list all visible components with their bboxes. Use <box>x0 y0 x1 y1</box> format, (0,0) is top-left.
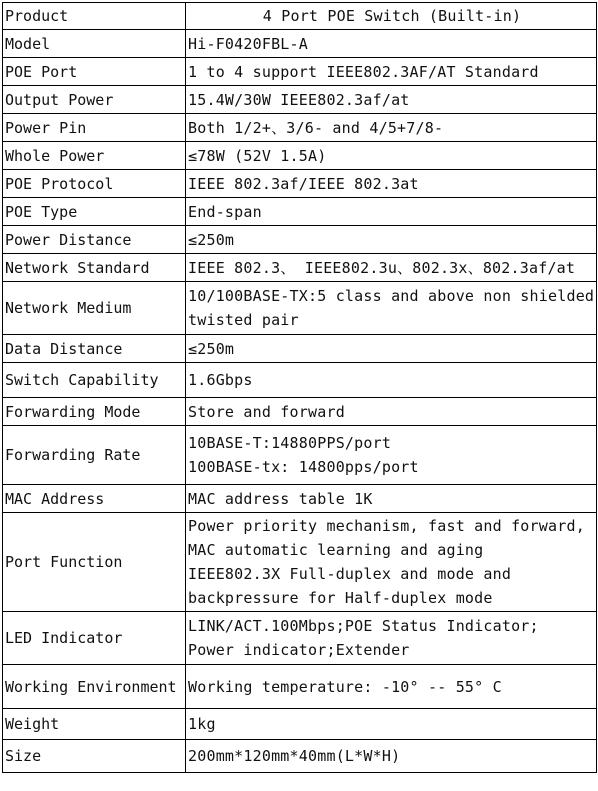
spec-table <box>2 2 597 773</box>
spec-row <box>3 398 597 426</box>
spec-label: MAC Address <box>3 485 186 513</box>
spec-value-line: ≤250m <box>188 230 235 249</box>
spec-row <box>3 740 597 773</box>
spec-label: POE Port <box>3 58 186 86</box>
spec-value-line: ≤250m <box>188 339 235 358</box>
spec-label: Size <box>3 740 186 773</box>
spec-row <box>3 254 597 282</box>
spec-value-line: 10BASE-T:14880PPS/port <box>188 434 392 452</box>
spec-value <box>186 114 597 142</box>
spec-label: Network Standard <box>3 254 186 282</box>
spec-value <box>186 426 597 485</box>
spec-value-line: ≤78W (52V 1.5A) <box>188 146 327 165</box>
spec-label: Forwarding Mode <box>3 398 186 426</box>
spec-value-line: 100BASE-tx: 14800pps/port <box>188 458 419 476</box>
spec-value-line: twisted pair <box>188 311 299 329</box>
spec-row <box>3 282 597 335</box>
spec-value-line: Hi-F0420FBL-A <box>188 34 308 53</box>
spec-row <box>3 485 597 513</box>
spec-value-line: IEEE 802.3af/IEEE 802.3at <box>188 174 419 193</box>
spec-label: Whole Power <box>3 142 186 170</box>
spec-label: Power Pin <box>3 114 186 142</box>
spec-value <box>186 142 597 170</box>
spec-value-line: LINK/ACT.100Mbps;POE Status Indicator; <box>188 617 539 635</box>
spec-value <box>186 398 597 426</box>
spec-value-line: 4 Port POE Switch (Built-in) <box>262 7 522 25</box>
spec-value <box>186 3 597 30</box>
spec-value-line: 1.6Gbps <box>188 371 253 389</box>
spec-value <box>186 30 597 58</box>
spec-row <box>3 513 597 612</box>
spec-value-line: Power priority mechanism, fast and forward, <box>188 517 585 535</box>
spec-label: Output Power <box>3 86 186 114</box>
spec-value-line: 15.4W/30W IEEE802.3af/at <box>188 90 410 109</box>
spec-value <box>186 170 597 198</box>
spec-row <box>3 363 597 398</box>
spec-value-line: 1 to 4 support IEEE802.3AF/AT Standard <box>188 62 539 81</box>
spec-row <box>3 170 597 198</box>
spec-value <box>186 363 597 398</box>
spec-value-line: 1kg <box>188 715 216 733</box>
spec-label: Network Medium <box>3 282 186 335</box>
spec-value-line: 10/100BASE-TX:5 class and above non shielded <box>188 287 595 305</box>
spec-value-line: Working temperature: -10° -- 55° C <box>188 677 502 696</box>
spec-row <box>3 665 597 709</box>
spec-value-line: Power indicator;Extender <box>188 641 410 659</box>
spec-row <box>3 426 597 485</box>
spec-value-line: End-span <box>188 202 262 221</box>
spec-table-body <box>3 3 597 773</box>
spec-value <box>186 665 597 709</box>
spec-label: Switch Capability <box>3 363 186 398</box>
spec-value-line: IEEE802.3X Full-duplex and mode and <box>188 565 512 583</box>
spec-label: Working Environment <box>3 665 186 709</box>
spec-row <box>3 226 597 254</box>
spec-value <box>186 740 597 773</box>
spec-row <box>3 58 597 86</box>
spec-value-line: MAC automatic learning and aging <box>188 541 484 559</box>
spec-value <box>186 612 597 665</box>
spec-value-line: Both 1/2+、3/6- and 4/5+7/8- <box>188 118 444 137</box>
spec-row <box>3 3 597 30</box>
spec-value-line: MAC address table 1K <box>188 489 373 508</box>
spec-label: LED Indicator <box>3 612 186 665</box>
spec-value <box>186 86 597 114</box>
spec-row <box>3 709 597 740</box>
spec-value <box>186 58 597 86</box>
spec-value <box>186 198 597 226</box>
spec-row <box>3 142 597 170</box>
spec-row <box>3 86 597 114</box>
spec-row <box>3 612 597 665</box>
spec-value <box>186 709 597 740</box>
spec-value-line: IEEE 802.3、 IEEE802.3u、802.3x、802.3af/at <box>188 258 576 277</box>
spec-value <box>186 335 597 363</box>
spec-label: Port Function <box>3 513 186 612</box>
spec-value-line: backpressure for Half-duplex mode <box>188 589 493 607</box>
spec-value <box>186 254 597 282</box>
spec-value <box>186 226 597 254</box>
spec-value <box>186 513 597 612</box>
spec-label: POE Type <box>3 198 186 226</box>
spec-value-line: 200mm*120mm*40mm(L*W*H) <box>188 747 401 765</box>
spec-label: Weight <box>3 709 186 740</box>
spec-row <box>3 30 597 58</box>
spec-value-line: Store and forward <box>188 402 345 421</box>
spec-label: Product <box>3 3 186 30</box>
spec-label: Power Distance <box>3 226 186 254</box>
spec-value <box>186 282 597 335</box>
spec-label: Forwarding Rate <box>3 426 186 485</box>
spec-label: POE Protocol <box>3 170 186 198</box>
spec-row <box>3 198 597 226</box>
spec-label: Model <box>3 30 186 58</box>
spec-row <box>3 114 597 142</box>
spec-row <box>3 335 597 363</box>
spec-value <box>186 485 597 513</box>
spec-label: Data Distance <box>3 335 186 363</box>
